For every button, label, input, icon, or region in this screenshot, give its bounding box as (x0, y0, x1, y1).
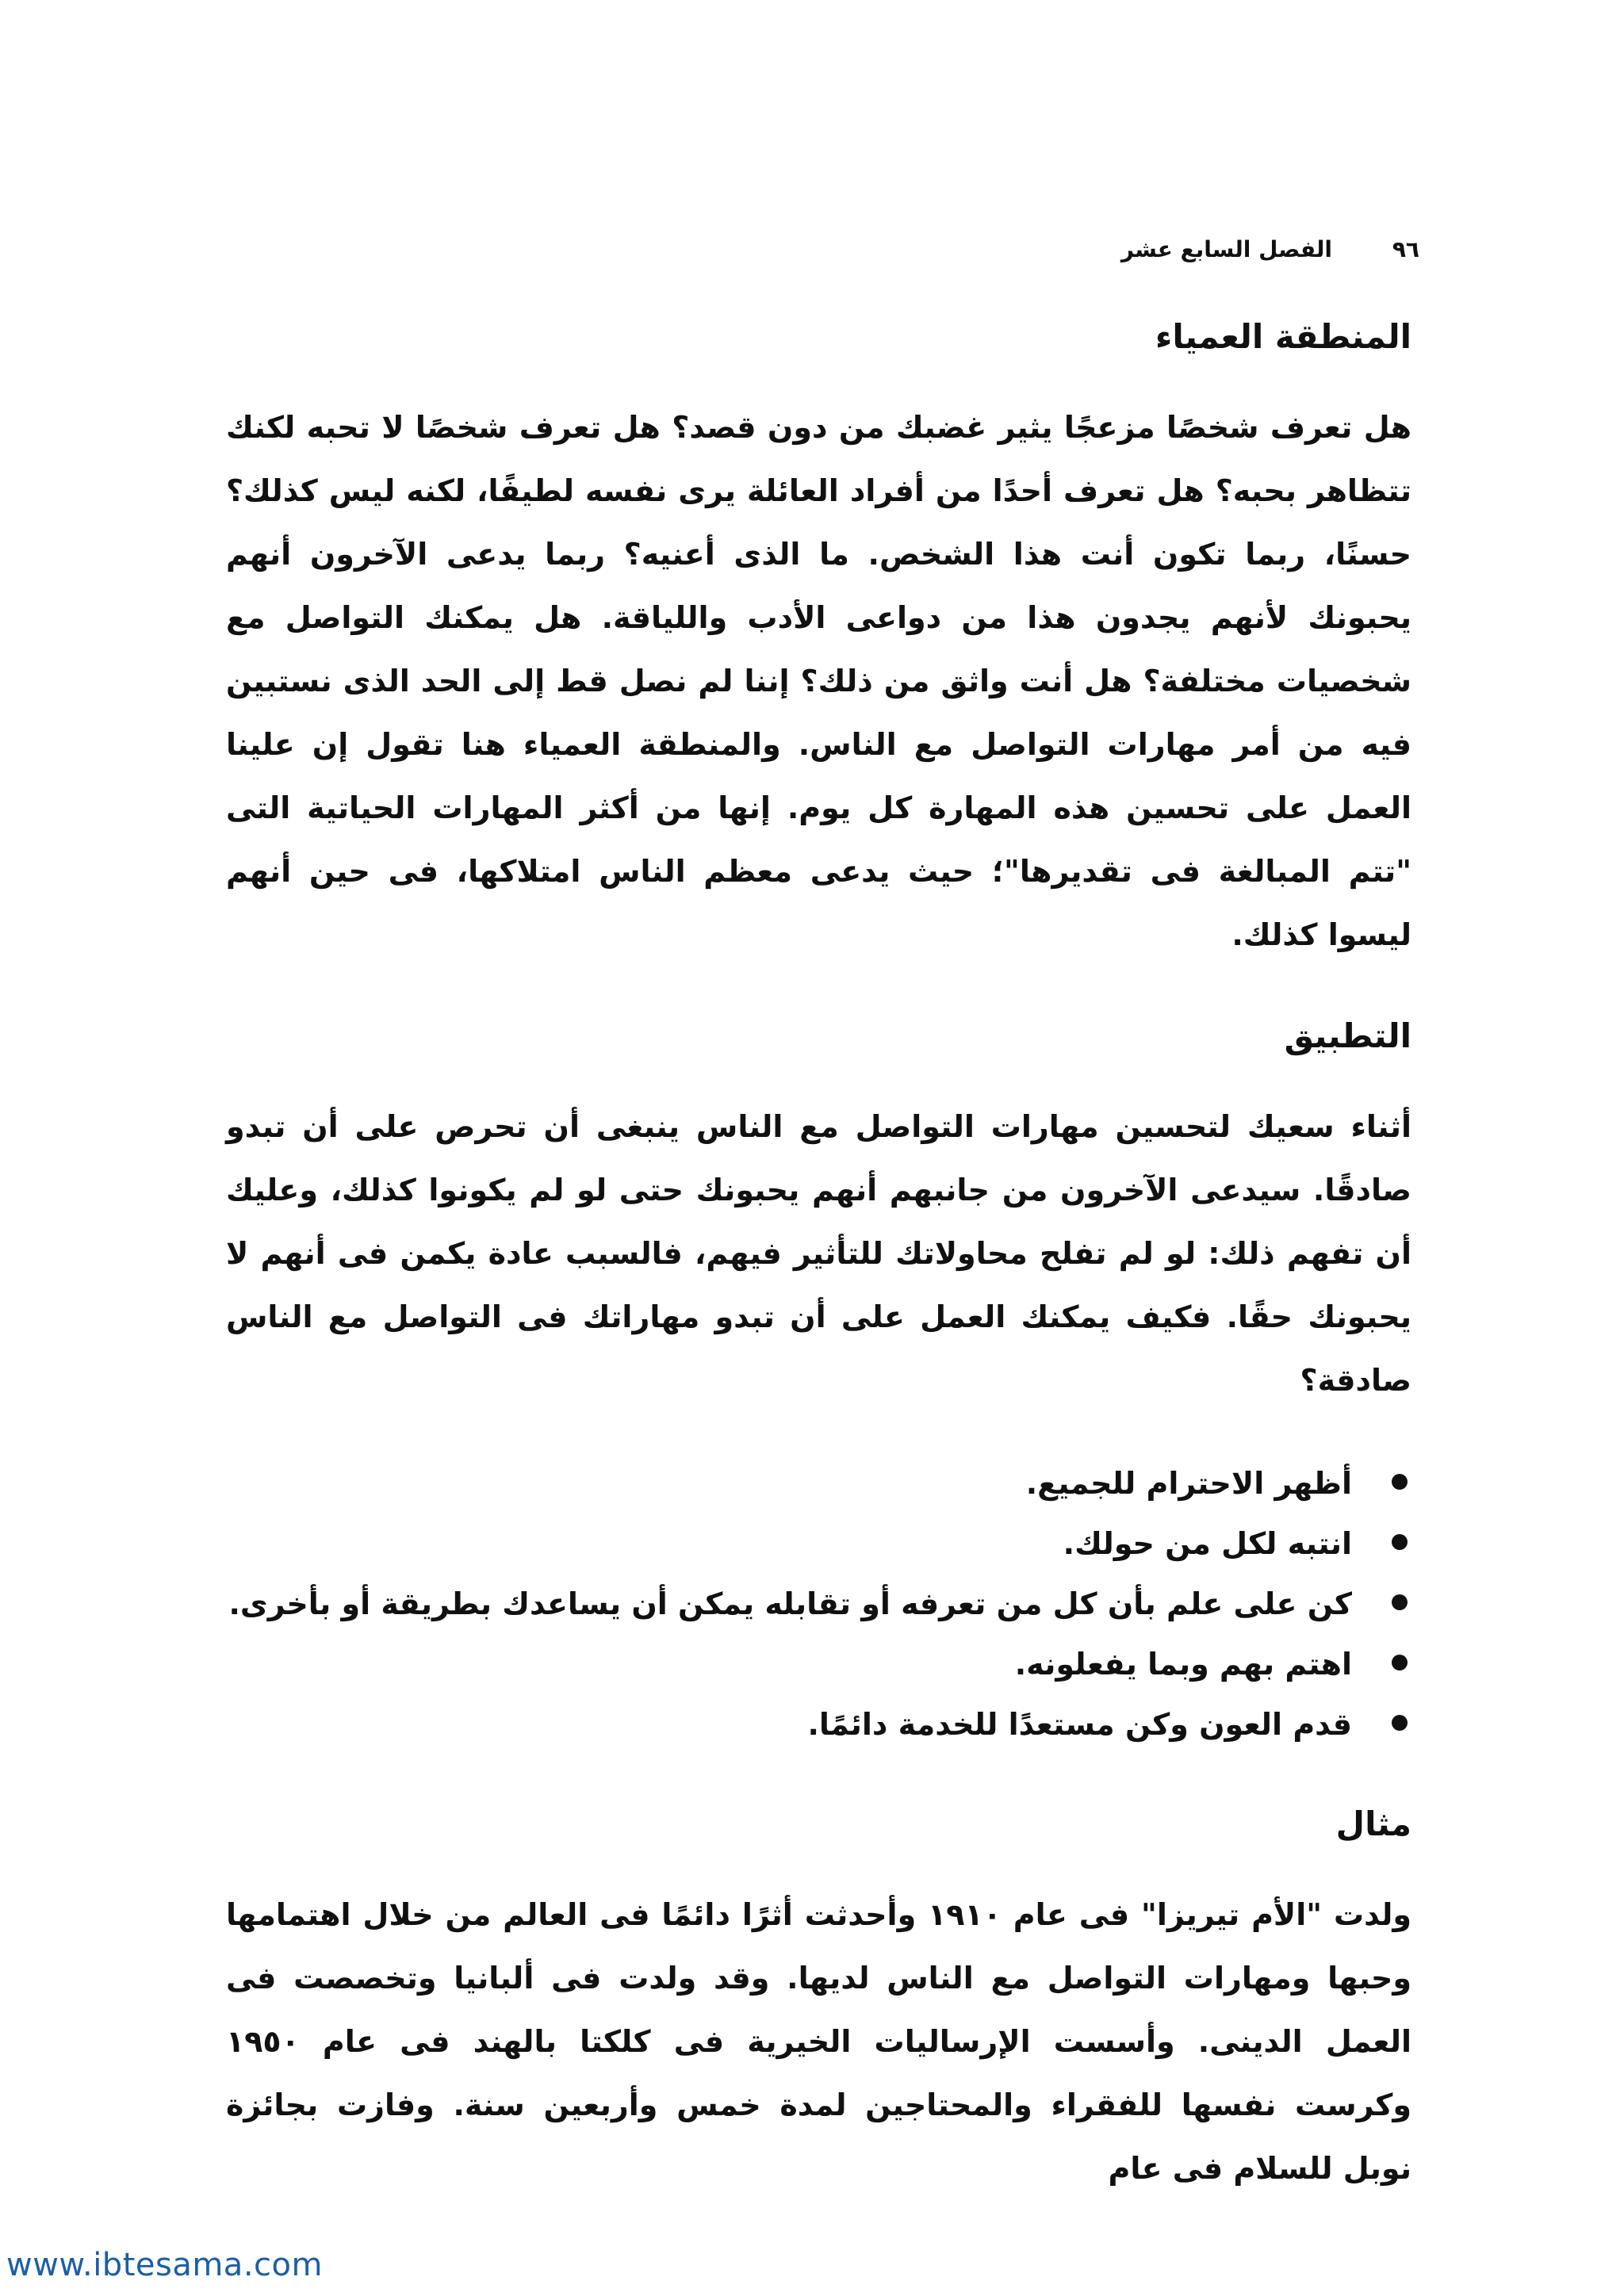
application-bullet-list (226, 1453, 1411, 1755)
section-heading-blind-spot: المنطقة العمياء (1155, 317, 1411, 356)
bullet-icon (1392, 1715, 1408, 1731)
list-item: انتبه لكل من حولك. (226, 1513, 1352, 1574)
page-number: ٩٦ (1392, 236, 1419, 262)
list-item: قدم العون وكن مستعدًا للخدمة دائمًا. (226, 1694, 1352, 1755)
section-heading-application: التطبيق (1284, 1016, 1411, 1055)
section-paragraph-blind-spot: هل تعرف شخصًا مزعجًا يثير غضبك من دون قصد؟ هل تعرف شخصًا لا تحبه لكنك تتظاهر بحبه؟ هل تعرف أحدًا من أفراد العائلة يرى نفسه لطيفًا، لكنه ليس كذلك؟ حسنًا، ربما تكون أنت هذا الشخص. ما الذى أعنيه؟ ربما يدعى الآخرون أنهم يحبونك لأنهم يجدون هذا من دواعى الأدب واللياقة. هل يمكنك التواصل مع شخصيات مختلفة؟ هل أنت واثق من ذلك؟ إننا لم نصل قط إلى الحد الذى نستبين فيه من أمر مهارات التواصل مع الناس. والمنطقة العمياء هنا تقول إن علينا العمل على تحسين هذه المهارة كل يوم. إنها من أكثر المهارات الحياتية التى "تتم المبالغة فى تقديرها"؛ حيث يدعى معظم الناس امتلاكها، فى حين أنهم ليسوا كذلك. (226, 410, 1411, 952)
chapter-title: الفصل السابع عشر (1120, 236, 1332, 262)
site-watermark[interactable]: www.ibtesama.com (6, 2247, 323, 2283)
list-item: اهتم بهم وبما يفعلونه. (226, 1634, 1352, 1694)
bullet-icon (1392, 1474, 1408, 1490)
section-heading-example: مثال (1335, 1804, 1411, 1843)
running-header (1031, 236, 1419, 268)
page-body (226, 313, 1411, 2200)
list-item: كن على علم بأن كل من تعرفه أو تقابله يمكن أن يساعدك بطريقة أو بأخرى. (226, 1574, 1352, 1634)
list-item: أظهر الاحترام للجميع. (226, 1453, 1352, 1513)
bullet-icon (1392, 1655, 1408, 1670)
bullet-icon (1392, 1594, 1408, 1610)
bullet-icon (1392, 1534, 1408, 1550)
section-paragraph-application: أثناء سعيك لتحسين مهارات التواصل مع الناس ينبغى أن تحرص على أن تبدو صادقًا. سيدعى الآخرون من جانبهم أنهم يحبونك حتى لو لم يكونوا كذلك، وعليك أن تفهم ذلك: لو لم تفلح محاولاتك للتأثير فيهم، فالسبب عادة يكمن فى أنهم لا يحبونك حقًا. فكيف يمكنك العمل على أن تبدو مهاراتك فى التواصل مع الناس صادقة؟ (226, 1109, 1411, 1398)
section-paragraph-example: ولدت "الأم تيريزا" فى عام ١٩١٠ وأحدثت أثرًا دائمًا فى العالم من خلال اهتمامها وحبها ومهارات التواصل مع الناس لديها. وقد ولدت فى ألبانيا وتخصصت فى العمل الدينى. وأسست الإرساليات الخيرية فى كلكتا بالهند فى عام ١٩٥٠ وكرست نفسها للفقراء والمحتاجين لمدة خمس وأربعين سنة. وفازت بجائزة نوبل للسلام فى عام (226, 1897, 1411, 2186)
